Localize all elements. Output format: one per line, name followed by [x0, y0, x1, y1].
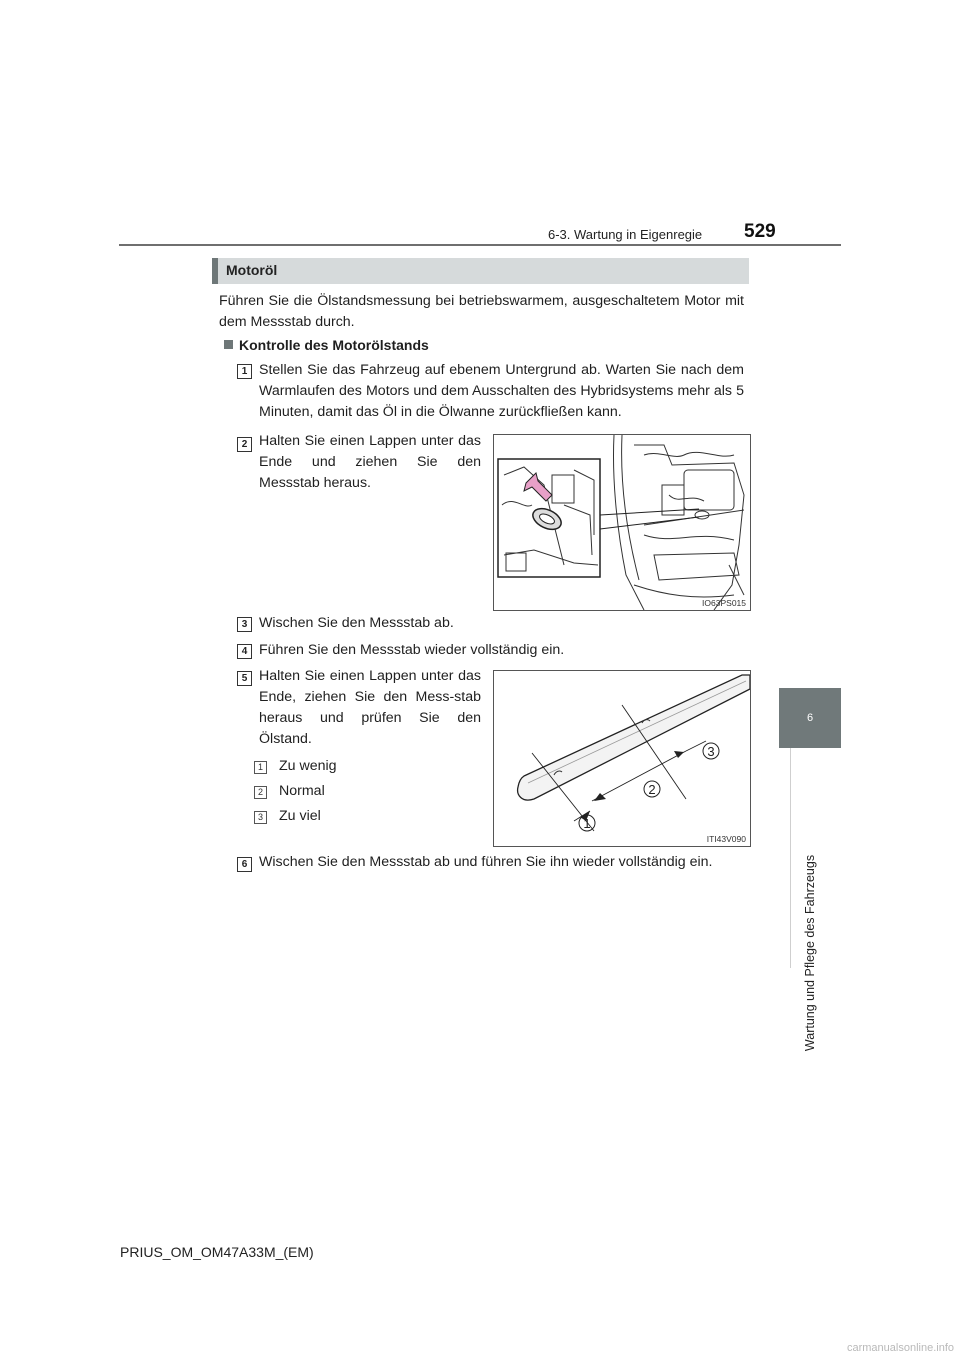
step-text-3: Wischen Sie den Messstab ab. — [259, 615, 454, 631]
section-title: Motoröl — [226, 262, 278, 278]
step-text-4: Führen Sie den Messstab wieder vollständig ein. — [259, 642, 565, 658]
callout-2: 2 — [648, 782, 656, 797]
watermark: carmanualsonline.info — [846, 1342, 954, 1354]
header-rule — [119, 244, 841, 246]
engine-bay-illustration — [494, 435, 750, 610]
document-id: PRIUS_OM_OM47A33M_(EM) — [120, 1244, 314, 1260]
step-number-3: 3 — [237, 617, 252, 632]
step-text-1: Stellen Sie das Fahrzeug auf ebenem Untergrund ab. Warten Sie nach dem Warmlaufen des Motors und dem Ausschalten des Hybridsystems mehr als 5 Minuten, damit das Öl in die Ölwanne zurückfließen kann. — [259, 362, 744, 420]
engine-bay-figure — [493, 434, 751, 611]
chapter-number: 6 — [806, 712, 814, 724]
step-text-2: Halten Sie einen Lappen unter das Ende und ziehen Sie den Messstab heraus. — [259, 433, 481, 491]
step-number-2: 2 — [237, 437, 252, 452]
level-number-3: 3 — [254, 811, 267, 824]
step-text-5: Halten Sie einen Lappen unter das Ende, ziehen Sie den Mess-stab heraus und prüfen Sie den Ölstand. — [259, 668, 481, 747]
step-number-4: 4 — [237, 644, 252, 659]
step-number-6: 6 — [237, 857, 252, 872]
dipstick-illustration — [494, 671, 750, 846]
subheading — [224, 337, 429, 353]
square-bullet-icon — [224, 340, 233, 349]
page-number: 529 — [744, 221, 776, 242]
level-number-1: 1 — [254, 761, 267, 774]
intro-paragraph: Führen Sie die Ölstandsmessung bei betriebswarmem, ausgeschaltetem Motor mit dem Messstab durch. — [219, 293, 744, 330]
dipstick-figure-code: ITI43V090 — [706, 834, 746, 844]
level-label-2: Normal — [279, 783, 325, 799]
level-number-2: 2 — [254, 786, 267, 799]
dipstick-figure — [493, 670, 751, 847]
subheading-text: Kontrolle des Motorölstands — [239, 337, 429, 353]
callout-3: 3 — [707, 744, 715, 759]
section-title-bar — [212, 258, 749, 284]
chapter-title: Wartung und Pflege des Fahrzeugs — [803, 854, 817, 1052]
step-number-5: 5 — [237, 671, 252, 686]
engine-figure-code: IO63PS015 — [702, 598, 746, 608]
step-number-1: 1 — [237, 364, 252, 379]
step-text-6: Wischen Sie den Messstab ab und führen Sie ihn wieder vollständig ein. — [259, 854, 713, 870]
chapter-divider — [790, 748, 791, 968]
level-label-3: Zu viel — [279, 808, 321, 824]
callout-1: 1 — [583, 816, 591, 831]
header-section-title: 6-3. Wartung in Eigenregie — [548, 227, 703, 242]
level-label-1: Zu wenig — [279, 758, 337, 774]
section-accent — [212, 258, 218, 284]
